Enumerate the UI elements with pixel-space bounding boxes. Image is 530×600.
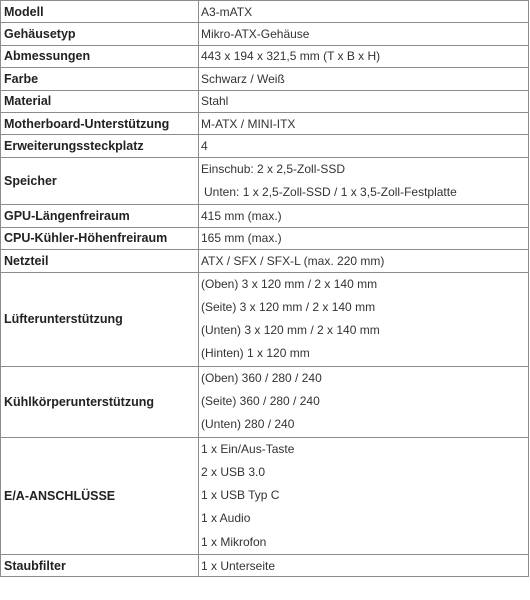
table-row: [1, 205, 529, 227]
row-label: Kühlkörperunterstützung: [1, 366, 199, 437]
row-label: Abmessungen: [1, 45, 199, 67]
row-label: Farbe: [1, 68, 199, 90]
row-label: Modell: [1, 1, 199, 23]
row-value-line: 1 x Mikrofon: [201, 534, 267, 549]
row-value-line: 1 x Ein/Aus-Taste: [201, 441, 295, 456]
row-value-line: 1 x Audio: [201, 511, 251, 526]
row-value-line: (Unten) 3 x 120 mm / 2 x 140 mm: [201, 323, 380, 338]
table-row: [1, 227, 529, 249]
row-label: CPU-Kühler-Höhenfreiraum: [1, 227, 199, 249]
row-value: 1 x Unterseite: [199, 555, 529, 577]
row-label: GPU-Längenfreiraum: [1, 205, 199, 227]
table-row: [1, 1, 529, 23]
row-label: Netzteil: [1, 250, 199, 272]
table-row: [1, 90, 529, 112]
spec-table-body: [1, 1, 529, 577]
table-row: [1, 250, 529, 272]
row-label: Speicher: [1, 157, 199, 205]
table-row: [1, 45, 529, 67]
row-value: 415 mm (max.): [199, 205, 529, 227]
row-value-line: Unten: 1 x 2,5-Zoll-SSD / 1 x 3,5-Zoll-Festplatte: [204, 185, 457, 200]
row-value-group: [199, 366, 529, 437]
table-row: [1, 68, 529, 90]
row-value-line: 2 x USB 3.0: [201, 464, 266, 479]
row-label: Gehäusetyp: [1, 23, 199, 45]
row-value-group: [199, 437, 529, 554]
row-value-line: 1 x USB Typ C: [201, 488, 280, 503]
table-row: [1, 272, 529, 366]
row-value: M-ATX / MINI-ITX: [199, 112, 529, 134]
row-label: Motherboard-Unterstützung: [1, 112, 199, 134]
row-value: ATX / SFX / SFX-L (max. 220 mm): [199, 250, 529, 272]
table-row: [1, 437, 529, 554]
row-value-line: (Hinten) 1 x 120 mm: [201, 346, 310, 361]
table-row: [1, 23, 529, 45]
row-label: Erweiterungssteckplatz: [1, 135, 199, 157]
row-value: A3-mATX: [199, 1, 529, 23]
row-value: Stahl: [199, 90, 529, 112]
row-value-line: (Seite) 360 / 280 / 240: [201, 393, 320, 408]
table-row: [1, 157, 529, 205]
row-value-line: (Oben) 3 x 120 mm / 2 x 140 mm: [201, 276, 378, 291]
row-value: 443 x 194 x 321,5 mm (T x B x H): [199, 45, 529, 67]
table-row: [1, 555, 529, 577]
table-row: [1, 112, 529, 134]
table-row: [1, 366, 529, 437]
row-value-group: [199, 157, 529, 205]
row-label: Material: [1, 90, 199, 112]
row-value: 165 mm (max.): [199, 227, 529, 249]
row-value-line: (Seite) 3 x 120 mm / 2 x 140 mm: [201, 299, 376, 314]
row-value-line: Einschub: 2 x 2,5-Zoll-SSD: [201, 161, 346, 176]
row-label: Lüfterunterstützung: [1, 272, 199, 366]
row-value: Mikro-ATX-Gehäuse: [199, 23, 529, 45]
row-value-line: (Unten) 280 / 240: [201, 417, 295, 432]
row-label: Staubfilter: [1, 555, 199, 577]
row-label: E/A-ANSCHLÜSSE: [1, 437, 199, 554]
row-value: Schwarz / Weiß: [199, 68, 529, 90]
table-row: [1, 135, 529, 157]
row-value-line: (Oben) 360 / 280 / 240: [201, 370, 322, 385]
row-value-group: [199, 272, 529, 366]
row-value: 4: [199, 135, 529, 157]
